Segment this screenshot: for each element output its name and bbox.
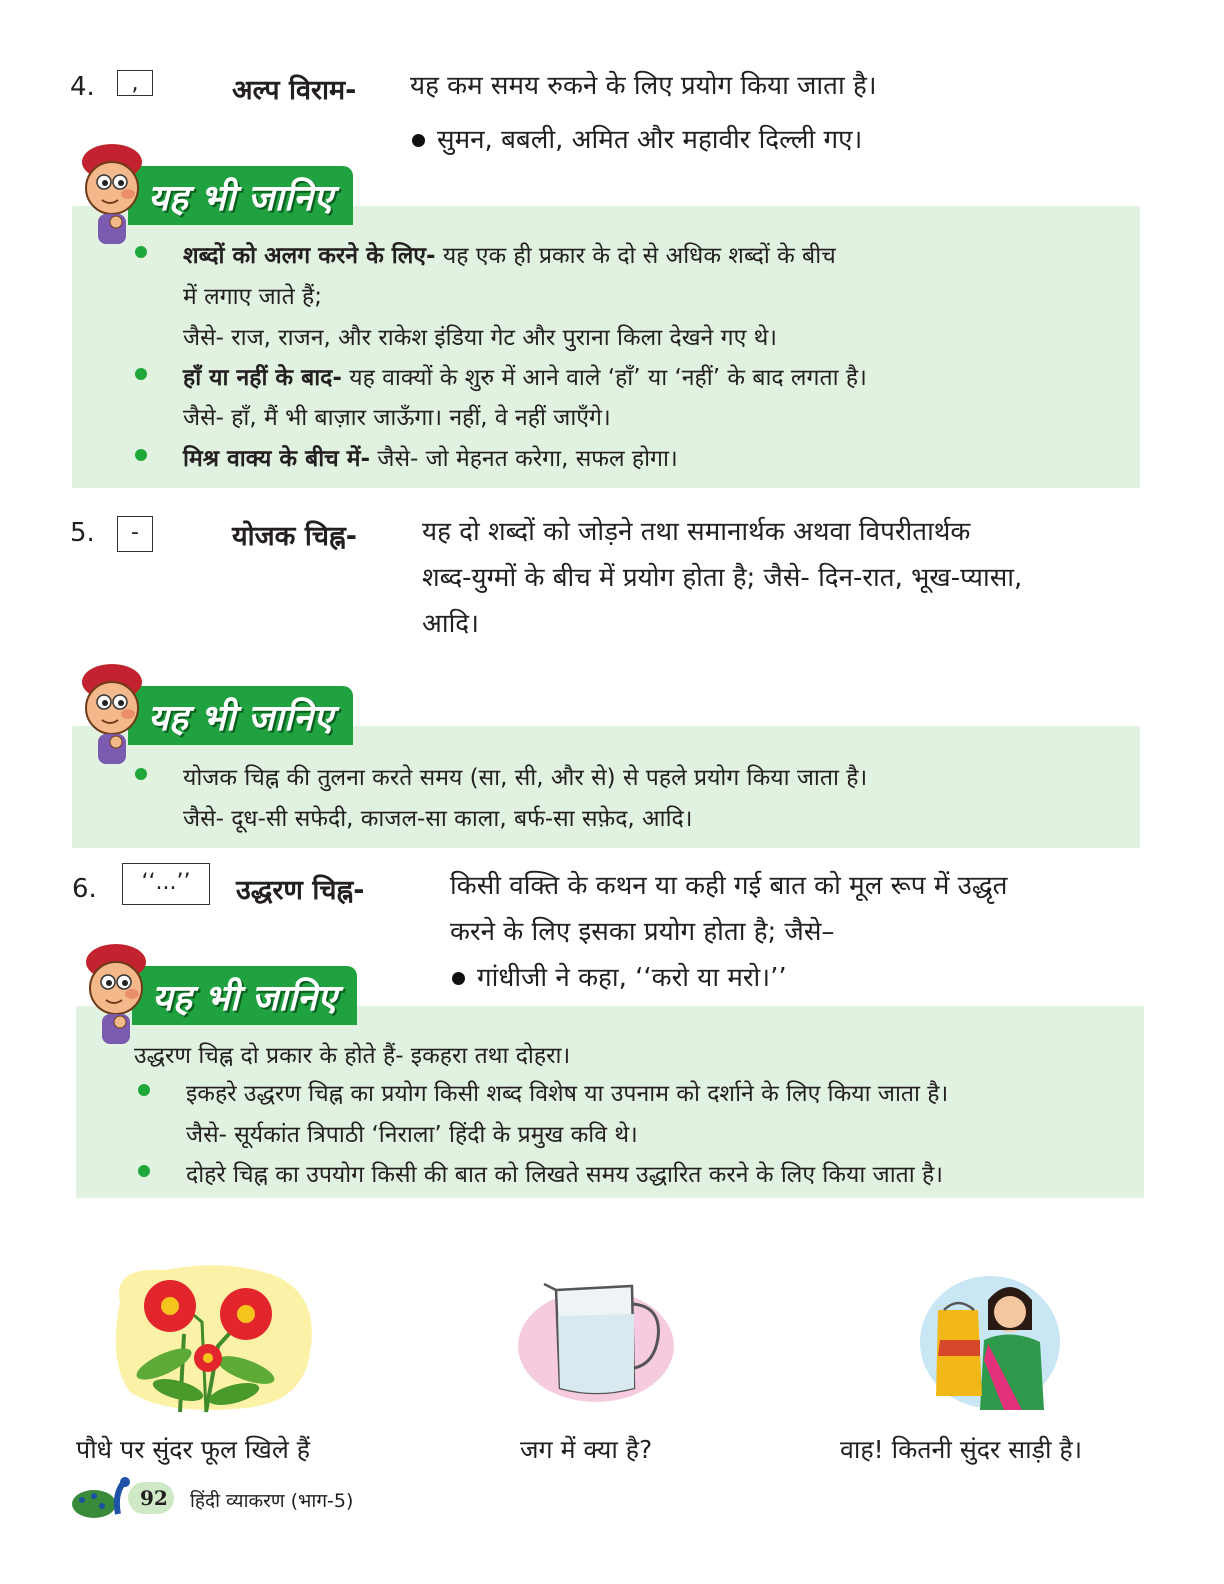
mascot-boy-icon	[72, 656, 152, 766]
info-badge-1: यह भी जानिए	[128, 166, 353, 225]
item6-example	[452, 956, 787, 1000]
panel2-bullet1-line1: योजक चिह्न की तुलना करते समय (सा, सी, और से) से पहले प्रयोग किया जाता है।	[183, 765, 868, 791]
caption-flower: पौधे पर सुंदर फूल खिले हैं	[76, 1435, 310, 1464]
flower-illustration	[106, 1262, 318, 1414]
item4-term: अल्प विराम-	[232, 75, 357, 106]
bullet-icon	[138, 1165, 150, 1177]
info-badge-3: यह भी जानिए	[132, 966, 357, 1025]
item4-example-text: सुमन, बबली, अमित और महावीर दिल्ली गए।	[437, 125, 863, 155]
mascot-boy-icon	[72, 136, 152, 246]
panel3-bullet2-line1: दोहरे चिह्न का उपयोग किसी की बात को लिखते समय उद्धारित करने के लिए किया जाता है।	[186, 1162, 943, 1188]
panel3-bullet1-line1: इकहरे उद्धरण चिह्न का प्रयोग किसी शब्द विशेष या उपनाम को दर्शाने के लिए किया जाता है।	[186, 1081, 949, 1107]
panel1-bullet1-line3: जैसे- राज, राजन, और राकेश इंडिया गेट और पुराना किला देखने गए थे।	[183, 325, 778, 351]
panel1-bullet2-line2: जैसे- हाँ, मैं भी बाज़ार जाऊँगा। नहीं, वे नहीं जाएँगे।	[183, 405, 611, 431]
panel1-b3-bold: मिश्र वाक्य के बीच में-	[183, 446, 371, 472]
item4-number: 4.	[70, 72, 95, 102]
item5-line1: यह दो शब्दों को जोड़ने तथा समानार्थक अथवा विपरीतार्थक	[422, 517, 971, 547]
bullet-icon	[135, 768, 147, 780]
item6-example-text: गांधीजी ने कहा, ‘‘करो या मरो।’’	[477, 963, 787, 993]
bullet-icon	[135, 246, 147, 258]
item5-term: योजक चिह्न-	[232, 521, 357, 552]
panel1-bullet1-line1	[183, 238, 836, 270]
item5-number: 5.	[70, 518, 95, 548]
panel1-bullet3	[183, 441, 678, 473]
item6-symbol-box: ‘‘...’’	[122, 863, 210, 905]
panel1-b2-text: यह वाक्यों के शुरु में आने वाले ‘हाँ’ या ‘नहीं’ के बाद लगता है।	[341, 365, 867, 391]
woman-saree-illustration	[918, 1270, 1060, 1410]
bullet-icon	[412, 134, 425, 147]
bullet-icon	[138, 1084, 150, 1096]
jug-illustration	[516, 1276, 682, 1406]
item5-symbol-box: -	[117, 516, 153, 552]
caption-saree: वाह! कितनी सुंदर साड़ी है।	[840, 1435, 1083, 1464]
panel1-b3-text: जैसे- जो मेहनत करेगा, सफल होगा।	[370, 446, 678, 472]
panel2-bullet1-line2: जैसे- दूध-सी सफेदी, काजल-सा काला, बर्फ-सा सफ़ेद, आदि।	[183, 806, 693, 832]
panel1-b1-text: यह एक ही प्रकार के दो से अधिक शब्दों के बीच	[435, 243, 836, 269]
page-number: 92	[140, 1486, 168, 1510]
peacock-icon	[72, 1474, 136, 1522]
item6-number: 6.	[72, 874, 97, 904]
panel1-bullet2-line1	[183, 360, 867, 392]
panel1-b1-bold: शब्दों को अलग करने के लिए-	[183, 243, 436, 269]
mascot-boy-icon	[76, 936, 156, 1046]
item5-line3: आदि।	[422, 609, 479, 639]
item6-line2: करने के लिए इसका प्रयोग होता है; जैसे–	[450, 917, 835, 947]
item5-line2: शब्द-युग्मों के बीच में प्रयोग होता है; जैसे- दिन-रात, भूख-प्यासा,	[422, 563, 1023, 593]
item4-symbol-box: ,	[117, 70, 153, 96]
bullet-icon	[452, 972, 465, 985]
panel3-intro: उद्धरण चिह्न दो प्रकार के होते हैं- इकहरा तथा दोहरा।	[134, 1043, 571, 1069]
item4-definition: यह कम समय रुकने के लिए प्रयोग किया जाता है।	[410, 71, 877, 101]
bullet-icon	[135, 449, 147, 461]
bullet-icon	[135, 368, 147, 380]
item6-term: उद्धरण चिह्न-	[236, 875, 365, 906]
book-title: हिंदी व्याकरण (भाग-5)	[190, 1490, 354, 1512]
panel1-b2-bold: हाँ या नहीं के बाद-	[183, 365, 342, 391]
panel1-bullet1-line2: में लगाए जाते हैं;	[183, 284, 323, 310]
caption-jug: जग में क्या है?	[520, 1435, 653, 1464]
item4-example	[412, 118, 862, 162]
panel3-bullet1-line2: जैसे- सूर्यकांत त्रिपाठी ‘निराला’ हिंदी के प्रमुख कवि थे।	[186, 1122, 638, 1148]
info-badge-2: यह भी जानिए	[128, 686, 353, 745]
item6-line1: किसी वक्ति के कथन या कही गई बात को मूल रूप में उद्धृत	[450, 871, 1008, 901]
